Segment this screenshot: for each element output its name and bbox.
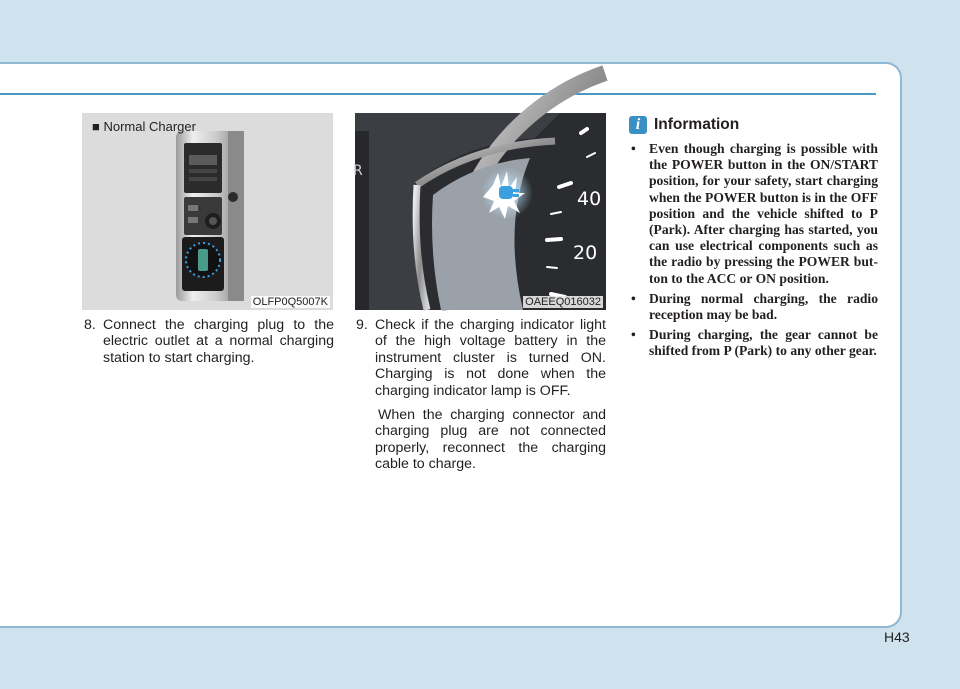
bullet: • (631, 327, 636, 343)
step-number: 9. (356, 317, 368, 333)
step-number: 8. (84, 317, 96, 333)
gear-letter: R (353, 163, 363, 179)
information-title: Information (654, 116, 740, 133)
cluster-illustration (355, 113, 606, 310)
list-item (629, 327, 878, 359)
step-text: Check if the charging indicator light of the high voltage battery in the instrument cluster is turned ON. Charging is not done when the charging indicator lamp is OFF. (375, 317, 606, 399)
normal-charger-figure (82, 113, 333, 310)
figure-code: OAEEQ016032 (525, 296, 601, 308)
caption-text: Normal Charger (103, 119, 196, 134)
gauge-label-20: 20 (573, 242, 598, 264)
page-number: H43 (884, 629, 910, 645)
caption-marker: ■ (92, 119, 100, 134)
bullet: • (631, 141, 636, 156)
list-item-text: During charging, the gear cannot be shifted from P (Park) to any other gear. (649, 327, 878, 359)
step-text: Connect the charging plug to the electric outlet at a normal charging station to start charging. (103, 317, 334, 366)
info-icon: i (629, 116, 647, 134)
bullet: • (631, 290, 636, 306)
charger-illustration (82, 113, 333, 310)
step-8 (84, 317, 334, 366)
gauge-label-40: 40 (577, 188, 602, 210)
information-list (629, 141, 878, 364)
figure-code: OLFP0Q5007K (252, 296, 328, 308)
charging-indicator-figure (355, 113, 606, 310)
step-9-note: When the charging connector and charging plug are not connected properly, reconnect the charging cable to charge. (375, 407, 606, 473)
list-item (629, 291, 878, 323)
header-rule (0, 93, 876, 95)
list-item-text: Even though charging is possible with the POWER button in the ON/START position, for your safety, start charging when the POWER button is in the OFF position and the vehicle shifted to P (Park). After charging has started, you can use electrical components such as the radio by pressing the POWER button to the ACC or ON position. (649, 141, 878, 286)
list-item (629, 141, 878, 287)
list-item-text: During normal charging, the radio reception may be bad. (649, 290, 878, 323)
figure-caption (92, 119, 196, 134)
step-9 (356, 317, 606, 399)
